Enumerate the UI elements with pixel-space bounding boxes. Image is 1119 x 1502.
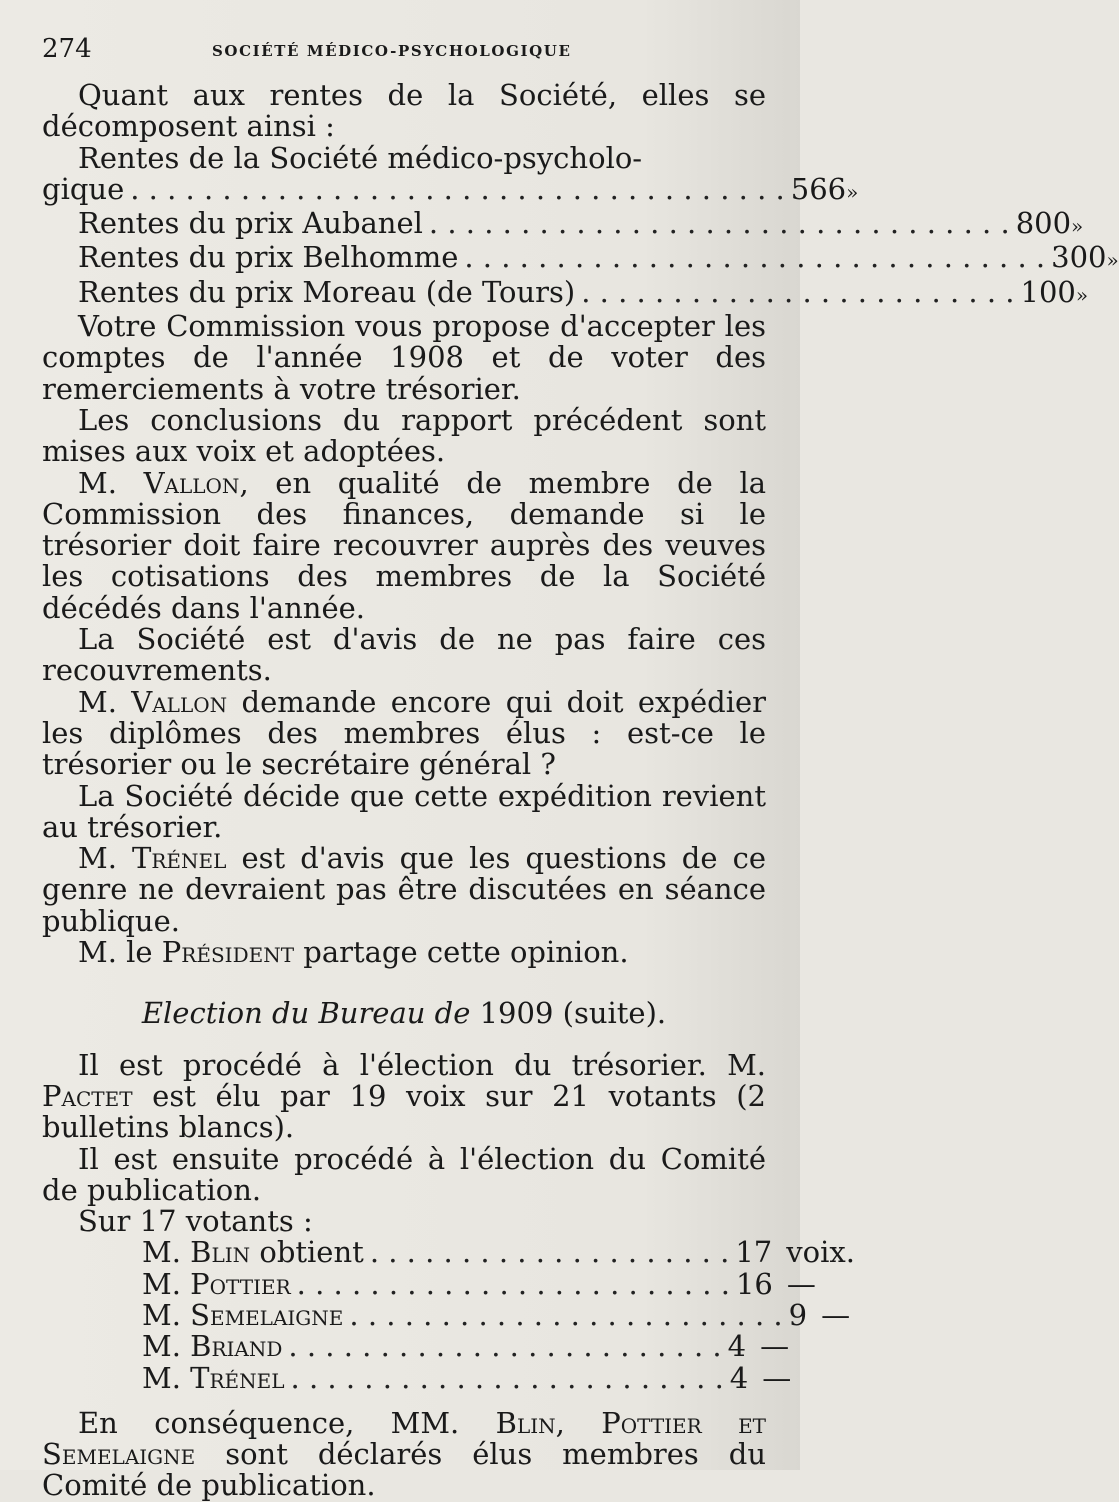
honorific: M. le: [78, 935, 153, 970]
vote-row: [142, 1360, 792, 1395]
honorific: M.: [142, 1329, 181, 1364]
leader-dots: . . . . . . . . . . . . . . . . . . . . . . . .: [296, 1266, 730, 1301]
honorific: M.: [142, 1297, 181, 1332]
rente-item: [78, 274, 1089, 311]
section-title: [42, 998, 766, 1029]
leader-dots: . . . . . . . . . . . . . . . . . . . . . . . . . . . . . . . .: [428, 206, 1010, 241]
rente-amount: 100: [1020, 274, 1076, 309]
honorific: M.: [78, 684, 117, 719]
rente-currency: »: [846, 179, 859, 204]
page-body: [42, 78, 1119, 1502]
vote-count: 17: [735, 1235, 773, 1270]
honorific: M.: [78, 841, 117, 876]
vote-candidate: [142, 1266, 291, 1301]
vote-count: 4: [727, 1329, 747, 1364]
honorific: M.: [142, 1235, 181, 1270]
vote-unit: —: [821, 1297, 851, 1332]
paragraph-text: est d'avis que les questions de ce genre ne devraient pas être discutées en séance publique.: [42, 841, 767, 938]
leader-dots: . . . . . . . . . . . . . . . . . . . . . . . .: [288, 1329, 722, 1364]
vote-candidate: [142, 1331, 282, 1362]
paragraph-text: Il est procédé à l'élection du trésorier. M.: [78, 1047, 766, 1082]
paragraph: La Société est d'avis de ne pas faire ces recouvrements.: [42, 622, 766, 688]
paragraph-text: En conséquence, MM.: [78, 1405, 460, 1440]
person-names: Blin, Pottier et Semelaigne: [42, 1405, 767, 1472]
person-name: Trénel: [190, 1360, 285, 1395]
person-name: Président: [161, 935, 295, 970]
vote-unit: —: [762, 1360, 792, 1395]
rente-amount: 300: [1051, 240, 1107, 275]
rente-label-cont: gique: [42, 171, 125, 206]
paragraph: [42, 843, 766, 937]
leader-dots: . . . . . . . . . . . . . . . . . . . . . . . .: [349, 1297, 783, 1332]
honorific: M.: [142, 1266, 181, 1301]
vote-unit: voix.: [786, 1235, 855, 1270]
section-title-text: Election du Bureau de: [141, 996, 471, 1031]
leader-dots: . . . . . . . . . . . . . . . . . . . . . . . . . . . . . . . . . . . .: [130, 171, 785, 206]
person-name: Blin: [190, 1235, 251, 1270]
vote-unit: —: [760, 1329, 790, 1364]
section-suite: (suite).: [562, 996, 667, 1031]
person-name: Semelaigne: [190, 1297, 344, 1332]
leader-dots: . . . . . . . . . . . . . . . . . . . . . . . .: [290, 1360, 724, 1395]
paragraph-text: demande encore qui doit expédier les diplômes des membres élus : est-ce le trésorier ou le secrétaire général ?: [42, 684, 766, 782]
rente-amount: 800: [1015, 206, 1072, 241]
votants-line: Sur 17 votants :: [78, 1204, 313, 1239]
rente-currency: »: [1071, 214, 1084, 239]
vote-candidate: [142, 1297, 344, 1332]
rente-item: [78, 206, 1084, 242]
paragraph: [42, 937, 766, 968]
vote-list: [42, 1235, 855, 1395]
honorific: M.: [142, 1360, 181, 1395]
leader-dots: . . . . . . . . . . . . . . . . . . . . . . . . . . . . . . . .: [464, 240, 1046, 275]
conclusion-paragraph: [42, 1405, 767, 1502]
running-head: SOCIÉTÉ MÉDICO-PSYCHOLOGIQUE: [212, 42, 572, 60]
paragraph-text: , en qualité de membre de la Commission des finances, demande si le trésorier doit faire recouvrer auprès des veuves les cotisations des membres de la Société décédés dans l'année.: [42, 465, 767, 625]
rente-amount: 566: [790, 171, 847, 206]
paragraph-text: sont déclarés élus membres du Comité de publication.: [42, 1437, 766, 1502]
rente-item: [78, 240, 1119, 276]
paragraph: La Société décide que cette expédition revient au trésorier.: [42, 778, 766, 844]
paragraph: [42, 684, 766, 782]
vote-suffix: obtient: [250, 1235, 364, 1270]
vote-candidate: [142, 1237, 364, 1268]
paragraph: Votre Commission vous propose d'accepter les comptes de l'année 1908 et de voter des remerciements à votre trésorier.: [42, 309, 766, 406]
rente-label: Rentes du prix Aubanel: [78, 206, 423, 241]
paragraph: [42, 465, 767, 625]
paragraph: Les conclusions du rapport précédent sont mises aux voix et adoptées.: [42, 402, 766, 469]
page-number: 274: [42, 34, 92, 64]
vote-row: [142, 1266, 816, 1301]
leader-dots: . . . . . . . . . . . . . . . . . . . .: [369, 1235, 730, 1270]
person-name: Pottier: [190, 1266, 291, 1301]
vote-count: 16: [735, 1266, 773, 1301]
vote-count: 4: [729, 1360, 749, 1395]
person-name: Vallon: [131, 684, 228, 719]
person-name: Briand: [190, 1329, 283, 1364]
vote-candidate: [142, 1360, 285, 1395]
vote-unit: —: [786, 1266, 816, 1301]
paragraph: Il est ensuite procédé à l'élection du Comité de publication.: [42, 1141, 766, 1207]
rente-currency: »: [1106, 248, 1119, 273]
leader-dots: . . . . . . . . . . . . . . . . . . . . . . . .: [581, 274, 1015, 309]
rente-label: Rentes de la Société médico-psycholo-: [78, 140, 643, 175]
rente-label: Rentes du prix Moreau (de Tours): [78, 274, 576, 309]
page-header: [42, 34, 764, 74]
paragraph-text: partage cette opinion.: [294, 935, 629, 970]
rente-label: Rentes du prix Belhomme: [78, 240, 459, 275]
vote-row: [142, 1235, 855, 1270]
honorific: M.: [78, 465, 117, 500]
vote-row: [142, 1297, 851, 1332]
person-name: Trénel: [132, 841, 227, 876]
paragraph: [42, 1047, 766, 1145]
person-name: Pactet: [42, 1078, 133, 1113]
paragraph-text: est élu par 19 voix sur 21 votants (2 bulletins blancs).: [42, 1078, 766, 1145]
intro-paragraph: Quant aux rentes de la Société, elles se décomposent ainsi :: [42, 78, 766, 144]
rentes-list: [42, 140, 1119, 311]
vote-count: 9: [788, 1297, 808, 1332]
section-year: 1909: [479, 996, 554, 1031]
rente-currency: »: [1075, 282, 1089, 307]
rente-item: [42, 140, 859, 209]
person-name: Vallon: [143, 465, 240, 500]
vote-row: [142, 1329, 790, 1364]
